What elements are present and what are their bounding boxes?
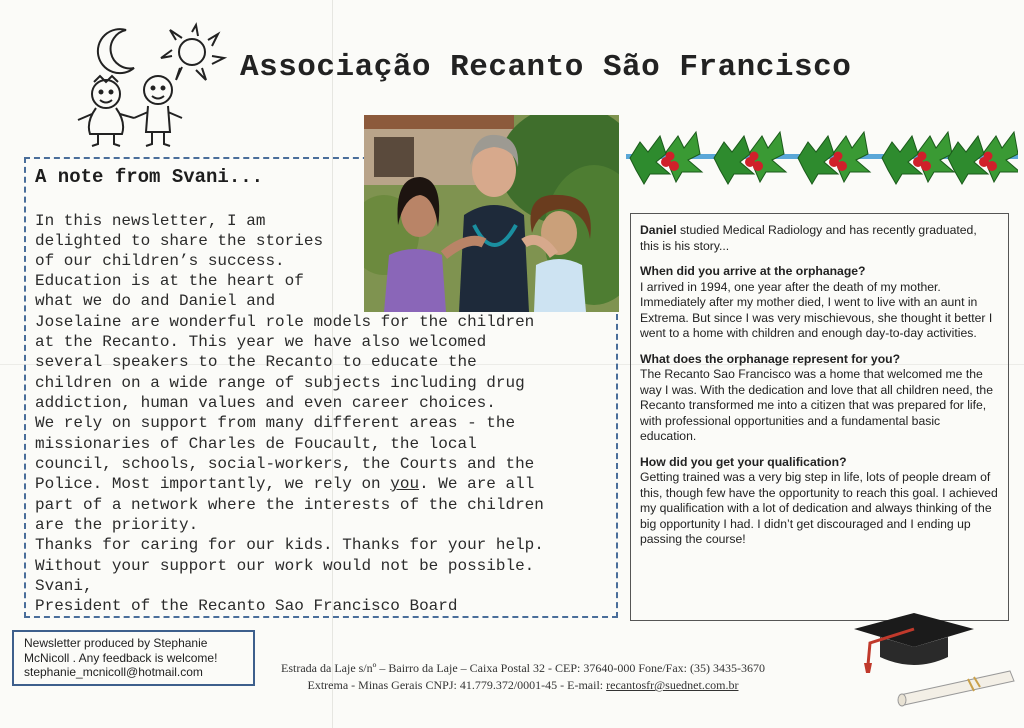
story-intro-name: Daniel <box>640 223 677 237</box>
note-line: Without your support our work would not be possible. <box>35 557 535 575</box>
note-line: Education is at the heart of <box>35 272 304 290</box>
note-line: Thanks for caring for our kids. Thanks for your help. <box>35 536 544 554</box>
note-line <box>35 474 534 494</box>
story-intro <box>640 223 999 254</box>
note-line: missionaries of Charles de Foucault, the local <box>35 435 477 453</box>
holly-garland-decoration <box>626 118 1018 192</box>
story-answer: Getting trained was a very big step in life, lots of people dream of this, though few have the opportunity to reach this goal. I achieved my qualification with a lot of dedication and always thinking of the big opportunity I had. I didn’t get discouraged and I ending up passing the course! <box>640 470 998 546</box>
note-line: In this newsletter, I am <box>35 212 266 230</box>
note-line: of our children’s success. <box>35 252 285 270</box>
credit-email[interactable]: stephanie_mcnicoll@hotmail.com <box>24 665 203 679</box>
graduation-cap-icon <box>850 607 1020 707</box>
note-line: children on a wide range of subjects including drug <box>35 374 525 392</box>
page-title: Associação Recanto São Francisco <box>240 50 852 85</box>
note-line: part of a network where the interests of the children <box>35 496 544 514</box>
note-line: We rely on support from many different areas - the <box>35 414 516 432</box>
credit-line: Newsletter produced by Stephanie <box>24 636 208 650</box>
newsletter-credit-box <box>12 630 255 686</box>
note-heading: A note from Svani... <box>35 166 264 188</box>
note-line: addiction, human values and even career choices. <box>35 394 496 412</box>
photo-svani-with-children <box>364 115 619 312</box>
credit-line: McNicoll . Any feedback is welcome! <box>24 650 218 665</box>
story-question: What does the orphanage represent for you? <box>640 351 901 366</box>
note-line: Joselaine are wonderful role models for the children <box>35 313 535 331</box>
child-right-icon <box>134 76 182 146</box>
note-line: at the Recanto. This year we have also welcomed <box>35 333 487 351</box>
diploma-scroll-icon <box>898 671 1014 706</box>
note-line-text: Police. Most importantly, we rely on <box>35 475 391 493</box>
note-line: President of the Recanto Sao Francisco Board <box>35 597 458 615</box>
note-line: are the priority. <box>35 516 199 534</box>
sun-icon <box>161 25 224 80</box>
moon-icon <box>98 29 134 73</box>
story-question: When did you arrive at the orphanage? <box>640 264 866 278</box>
note-line: council, schools, social-workers, the Courts and the <box>35 455 535 473</box>
note-line-tail: . We are all <box>419 475 535 493</box>
story-answer: The Recanto Sao Francisco was a home that welcomed me the way I was. With the dedication and love that all children need, the Recanto transformed me into a citizen that was prepared for life, with professional opportunities and a fundamental basic education. <box>640 367 993 443</box>
daniel-story-box <box>630 213 1009 621</box>
note-dashed-frame-right <box>616 314 618 618</box>
children-moon-sun-logo <box>68 22 238 152</box>
address-email-link[interactable]: recantosfr@suednet.com.br <box>606 678 739 692</box>
organization-address <box>258 660 788 694</box>
note-line: delighted to share the stories <box>35 232 324 250</box>
story-answer: I arrived in 1994, one year after the death of my mother. Immediately after my mother died, I went to live with an aunt in Extrema. But since I was very mischievous, she thought it better I went to a home with children and enough day-to-day activities. <box>640 279 993 340</box>
address-line: Estrada da Laje s/nº – Bairro da Laje – Caixa Postal 32 - CEP: 37640-000 Fone/Fax: (35) 3435-3670 <box>281 661 765 675</box>
story-intro-text: studied Medical Radiology and has recently graduated, this is his story... <box>640 223 977 253</box>
note-line: what we do and Daniel and <box>35 292 276 310</box>
child-left-icon <box>78 76 134 146</box>
address-line-prefix: Extrema - Minas Gerais CNPJ: 41.779.372/0001-45 - E-mail: <box>307 678 607 692</box>
address-line <box>258 677 788 694</box>
note-line: Svani, <box>35 577 93 595</box>
note-emphasis-you: you <box>390 475 420 493</box>
story-question: How did you get your qualification? <box>640 454 847 469</box>
note-line: several speakers to the Recanto to educate the <box>35 353 477 371</box>
